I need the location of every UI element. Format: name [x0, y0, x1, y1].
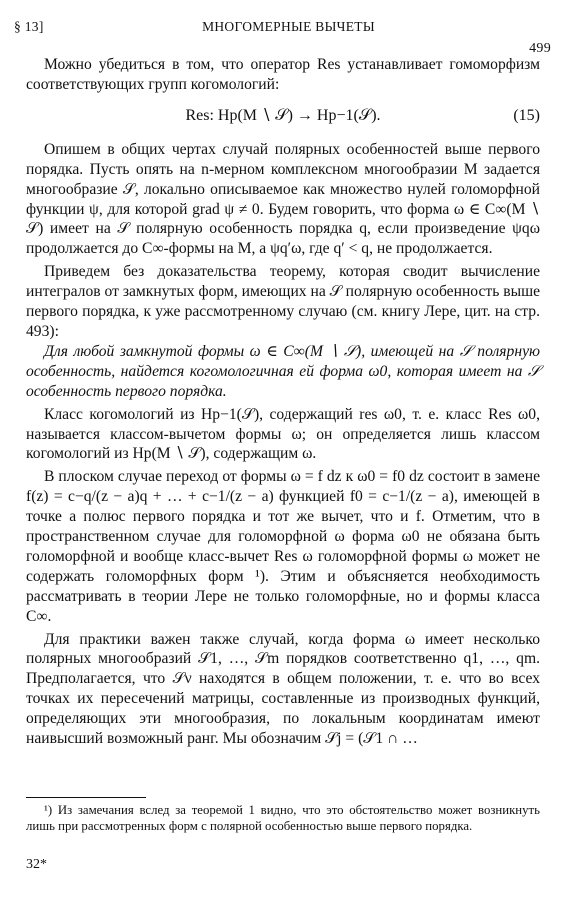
section-marker: § 13] — [14, 19, 44, 34]
signature-mark: 32* — [26, 857, 47, 872]
paragraph-5: В плоском случае переход от формы ω = f dz к ω0 = f0 dz состоит в замене f(z) = c−q/(z − a)q + … + c−1/(z − a) функцией f0 = c−1/(z − a), имеющей в точке a полюс первого порядка и тот же вычет, что и f. Отметим, что в пространственном случае для голоморфной ω форма ω0 не обязана быть голоморфной и вообще класс-вычет Res ω голоморфной формы ω может не содержать голоморфных форм ¹). Этим и объясняется необходимость рассматривать в теории Лере не только голоморфные, но и формы класса C∞. — [26, 468, 540, 625]
page-number: 499 — [529, 41, 551, 56]
paragraph-3: Приведем без доказательства теорему, которая сводит вычисление интегралов от замкнутых форм, имеющих на 𝒮 полярную особенность выше первого порядка, к уже рассмотренному случаю (см. книгу Лере, цит. на стр. 493): — [26, 263, 540, 340]
paragraph-2: Опишем в общих чертах случай полярных особенностей выше первого порядка. Пусть опять на n-мерном комплексном многообразии M задается многообразие 𝒮, локально описываемое как множество нулей голоморфной функции ψ, для которой grad ψ ≠ 0. Будем говорить, что форма ω ∈ C∞(M ∖ 𝒮) имеет на 𝒮 полярную особенность порядка q, если произведение ψqω продолжается до C∞-формы на M, а ψq′ω, где q′ < q, не продолжается. — [26, 140, 540, 258]
footnote-text: ¹) Из замечания вслед за теоремой 1 видно, что это обстоятельство может возникнуть лишь при рассмотренных форм с полярной особенностью выше первого порядка. — [26, 803, 540, 833]
main-text — [26, 55, 540, 749]
equation-text: Res: Hp(M ∖ 𝒮) → Hp−1(𝒮). — [185, 106, 381, 124]
equation-number: (15) — [513, 106, 540, 124]
paragraph-6: Для практики важен также случай, когда форма ω имеет несколько полярных многообразий 𝒮1, …, 𝒮m порядков соответственно q1, …, qm. Предполагается, что 𝒮ν находятся в общем положении, т. е. что во всех точках их пересечений матрицы, составленные из производных функций, определяющих эти многообразия, по локальным координатам имеют наивысший возможный ранг. Мы обозначим 𝒮j = (𝒮1 ∩ … — [26, 630, 540, 748]
running-title: МНОГОМЕРНЫЕ ВЫЧЕТЫ — [202, 19, 375, 34]
paragraph-4: Класс когомологий из Hp−1(𝒮), содержащий res ω0, т. е. класс Res ω0, называется классом-вычетом формы ω; он определяется лишь классом когомологий из Hp(M ∖ 𝒮), содержащим ω. — [26, 405, 540, 463]
footnote — [26, 802, 540, 834]
equation-15 — [26, 106, 540, 128]
footnote-rule — [26, 797, 146, 798]
paragraph-1: Можно убедиться в том, что оператор Res устанавливает гомоморфизм соответствующих групп когомологий: — [26, 56, 540, 93]
theorem-statement: Для любой замкнутой формы ω ∈ C∞(M ∖ 𝒮), имеющей на 𝒮 полярную особенность, найдется когомологичная ей форма ω0, которая имеет на 𝒮 особенность первого порядка. — [26, 342, 540, 400]
